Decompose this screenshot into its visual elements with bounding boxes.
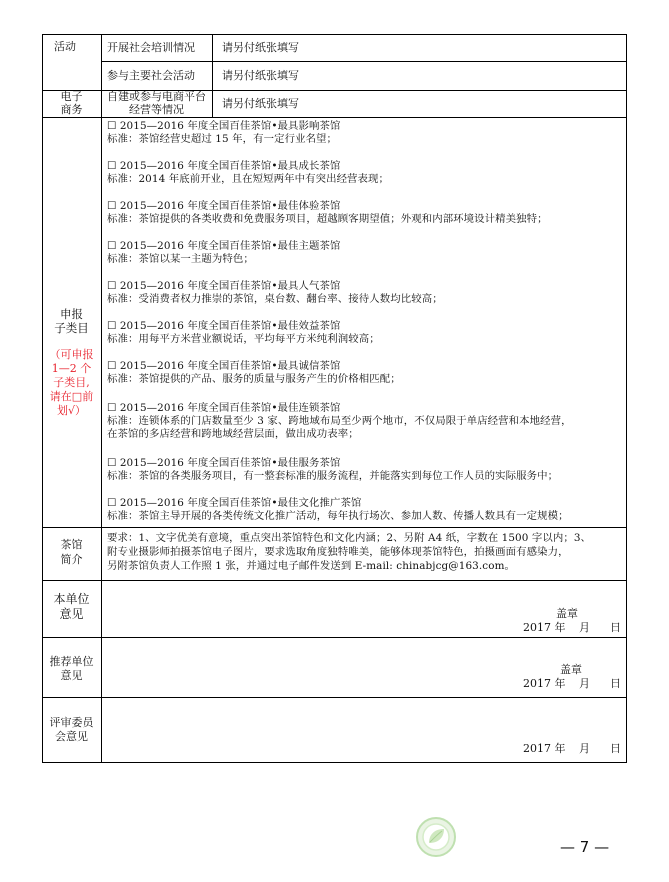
ecommerce-item-2: 经营等情况 xyxy=(129,103,184,116)
ecommerce-item-1: 自建或参与电商平台 xyxy=(107,90,206,103)
categories-label-1: 申报 xyxy=(60,307,83,321)
category-checkbox-item[interactable]: ☐ 2015—2016 年度全国百佳茶馆•最佳文化推广茶馆 xyxy=(107,497,362,509)
committee-label-2: 会意见 xyxy=(55,730,88,743)
categories-note-line: 划√） xyxy=(56,404,86,417)
categories-note-line: 子类目, xyxy=(53,376,90,389)
training-label: 开展社会培训情况 xyxy=(107,41,195,54)
activity-label: 活动 xyxy=(54,40,76,53)
category-standard: 标准：连锁体系的门店数量至少 3 家、跨地域布局至少两个地市，不仅局限于单店经营和本地经营， xyxy=(107,415,572,427)
category-checkbox-item[interactable]: ☐ 2015—2016 年度全国百佳茶馆•最具成长茶馆 xyxy=(107,160,341,172)
category-checkbox-item[interactable]: ☐ 2015—2016 年度全国百佳茶馆•最佳服务茶馆 xyxy=(107,457,341,469)
intro-label-1: 茶馆 xyxy=(60,538,83,551)
tea-leaf-logo-icon xyxy=(415,816,457,858)
training-value: 请另付纸张填写 xyxy=(222,41,299,54)
intro-requirement: 要求：1、文字优美有意境，重点突出茶馆特色和文化内涵；2、另附 A4 纸，字数在 1500 字以内；3、 xyxy=(107,532,592,544)
category-standard: 标准：茶馆经营史超过 15 年，有一定行业名望； xyxy=(107,133,338,145)
recommending-unit-day: 日 xyxy=(610,677,621,690)
category-standard: 标准：2014 年底前开业，且在短短两年中有突出经营表现； xyxy=(107,173,390,185)
category-checkbox-item[interactable]: ☐ 2015—2016 年度全国百佳茶馆•最佳连锁茶馆 xyxy=(107,402,341,414)
committee-month: 月 xyxy=(579,742,590,755)
social-activity-label: 参与主要社会活动 xyxy=(107,69,195,82)
categories-note-line: （可申报 xyxy=(49,348,94,361)
category-standard: 标准：茶馆的各类服务项目，有一整套标准的服务流程，并能落实到每位工作人员的实际服务中； xyxy=(107,470,559,482)
own-unit-month: 月 xyxy=(579,621,590,634)
category-standard: 在茶馆的多店经营和跨地域经营层面，做出成功表率； xyxy=(107,428,359,440)
category-standard: 标准：茶馆主导开展的各类传统文化推广活动，每年执行场次、参加人数、传播人数具有一定规模； xyxy=(107,510,569,522)
intro-label-2: 简介 xyxy=(60,553,83,566)
own-unit-seal: 盖章 xyxy=(556,607,578,620)
category-checkbox-item[interactable]: ☐ 2015—2016 年度全国百佳茶馆•最佳主题茶馆 xyxy=(107,240,341,252)
categories-label-2: 子类目 xyxy=(54,321,89,335)
categories-note-line: 1—2 个 xyxy=(51,362,92,375)
own-unit-label-2: 意见 xyxy=(59,607,84,621)
ecommerce-label-1: 电子 xyxy=(60,90,83,103)
ecommerce-label-2: 商务 xyxy=(60,103,83,116)
categories-note-line: 请在□前 xyxy=(49,390,94,403)
social-activity-value: 请另付纸张填写 xyxy=(222,69,299,82)
recommending-unit-year: 2017 年 xyxy=(523,677,566,690)
recommending-unit-month: 月 xyxy=(579,677,590,690)
page-number: — 7 — xyxy=(560,838,610,856)
category-checkbox-item[interactable]: ☐ 2015—2016 年度全国百佳茶馆•最佳效益茶馆 xyxy=(107,320,341,332)
category-standard: 标准：用每平方米营业额说话，平均每平方米纯利润较高； xyxy=(107,333,380,345)
own-unit-day: 日 xyxy=(610,621,621,634)
recommending-unit-seal: 盖章 xyxy=(560,663,582,676)
category-standard: 标准：茶馆以某一主题为特色； xyxy=(107,253,254,265)
recommending-unit-label-2: 意见 xyxy=(60,669,83,682)
committee-year: 2017 年 xyxy=(523,742,566,755)
category-standard: 标准：茶馆提供的各类收费和免费服务项目，超越顾客期望值；外观和内部环境设计精美独特； xyxy=(107,213,548,225)
category-standard: 标准：受消费者权力推崇的茶馆，桌台数、翻台率、接待人数均比较高； xyxy=(107,293,443,305)
committee-day: 日 xyxy=(610,742,621,755)
category-checkbox-item[interactable]: ☐ 2015—2016 年度全国百佳茶馆•最具影响茶馆 xyxy=(107,120,341,132)
recommending-unit-label-1: 推荐单位 xyxy=(49,655,94,668)
own-unit-year: 2017 年 xyxy=(523,621,566,634)
own-unit-label-1: 本单位 xyxy=(53,592,90,606)
category-checkbox-item[interactable]: ☐ 2015—2016 年度全国百佳茶馆•最佳体验茶馆 xyxy=(107,200,341,212)
category-checkbox-item[interactable]: ☐ 2015—2016 年度全国百佳茶馆•最具诚信茶馆 xyxy=(107,360,341,372)
intro-requirement: 附专业摄影师拍摄茶馆电子图片，要求选取角度独特唯美，能够体现茶馆特色，拍摄画面有感染力， xyxy=(107,546,569,558)
ecommerce-value: 请另付纸张填写 xyxy=(222,97,299,110)
category-checkbox-item[interactable]: ☐ 2015—2016 年度全国百佳茶馆•最具人气茶馆 xyxy=(107,280,341,292)
committee-label-1: 评审委员 xyxy=(49,716,94,729)
intro-requirement: 另附茶馆负责人工作照 1 张，并通过电子邮件发送到 E-mail: chinabjcg@163.com。 xyxy=(107,560,516,572)
category-standard: 标准：茶馆提供的产品、服务的质量与服务产生的价格相匹配； xyxy=(107,373,401,385)
